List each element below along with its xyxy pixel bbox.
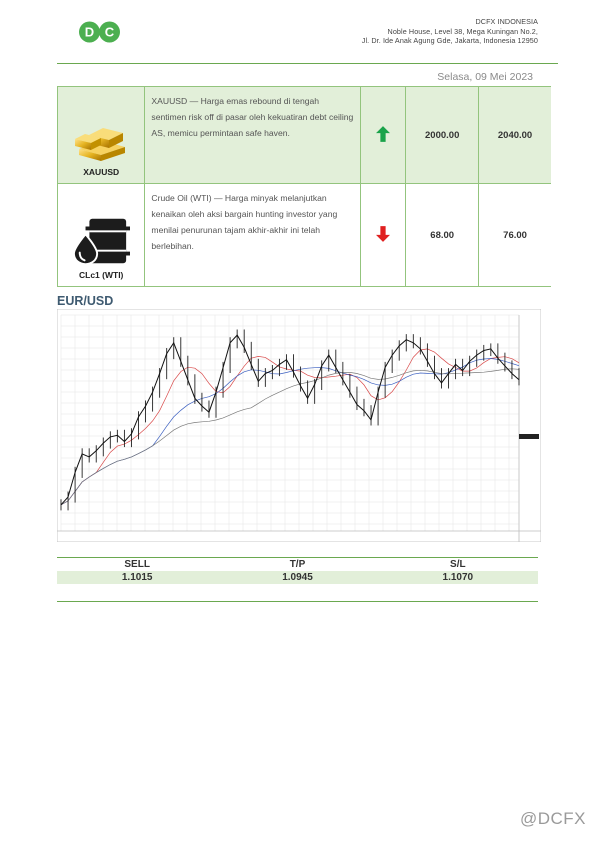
company-address-block bbox=[362, 17, 538, 46]
oil-barrel-icon bbox=[72, 216, 130, 266]
header-divider bbox=[57, 63, 558, 64]
current-price-marker bbox=[519, 434, 539, 439]
instrument-symbol-cell bbox=[58, 184, 145, 287]
instrument-value-1: 2000.00 bbox=[406, 87, 479, 184]
dcfx-logo bbox=[78, 20, 122, 44]
svg-text:C: C bbox=[104, 24, 115, 40]
instrument-description: Crude Oil (WTI) — Harga minyak melanjutkan kenaikan oleh aksi bargain hunting investor yang menilai penurunan tajam akhir-akhir ini telah berlebihan. bbox=[145, 184, 361, 287]
instrument-description: XAUUSD — Harga emas rebound di tengah sentimen risk off di pasar oleh kekuatiran debt ceiling AS, memicu permintaan safe haven. bbox=[145, 87, 361, 184]
signal-header-sell: SELL bbox=[124, 559, 150, 570]
signal-value-row bbox=[57, 571, 538, 584]
signal-header-row bbox=[57, 558, 538, 571]
instrument-row bbox=[58, 87, 552, 184]
signal-table bbox=[57, 558, 538, 584]
address-line-1: Noble House, Level 38, Mega Kuningan No.2, bbox=[387, 26, 538, 36]
price-chart-svg bbox=[57, 309, 541, 542]
direction-cell bbox=[360, 184, 405, 287]
price-chart bbox=[57, 309, 541, 542]
instrument-symbol-cell bbox=[58, 87, 145, 184]
signal-header-tp: T/P bbox=[289, 559, 306, 570]
chart-title: EUR/USD bbox=[57, 294, 114, 308]
instrument-value-1: 68.00 bbox=[406, 184, 479, 287]
signal-value-sl: 1.1070 bbox=[378, 571, 538, 584]
instrument-value-2: 76.00 bbox=[479, 184, 551, 287]
report-date: Selasa, 09 Mei 2023 bbox=[437, 71, 533, 83]
arrow-up-icon bbox=[376, 126, 390, 142]
signal-header-sl: S/L bbox=[450, 559, 466, 570]
company-name: DCFX INDONESIA bbox=[475, 17, 538, 26]
svg-text:D: D bbox=[84, 24, 95, 40]
instrument-symbol: CLc1 (WTI) bbox=[79, 270, 124, 280]
arrow-down-icon bbox=[376, 226, 390, 242]
signal-value-sell: 1.1015 bbox=[57, 571, 217, 584]
instrument-row bbox=[58, 184, 552, 287]
instrument-table bbox=[57, 86, 551, 287]
gold-bars-icon bbox=[71, 119, 131, 163]
instrument-value-2: 2040.00 bbox=[479, 87, 551, 184]
watermark: @DCFX bbox=[519, 809, 586, 828]
signal-value-tp: 1.0945 bbox=[217, 571, 377, 584]
instrument-symbol: XAUUSD bbox=[83, 167, 120, 177]
direction-cell bbox=[360, 87, 405, 184]
signal-bottom-divider bbox=[57, 601, 538, 602]
address-line-2: Jl. Dr. Ide Anak Agung Gde, Jakarta, Indonesia 12950 bbox=[361, 36, 538, 46]
